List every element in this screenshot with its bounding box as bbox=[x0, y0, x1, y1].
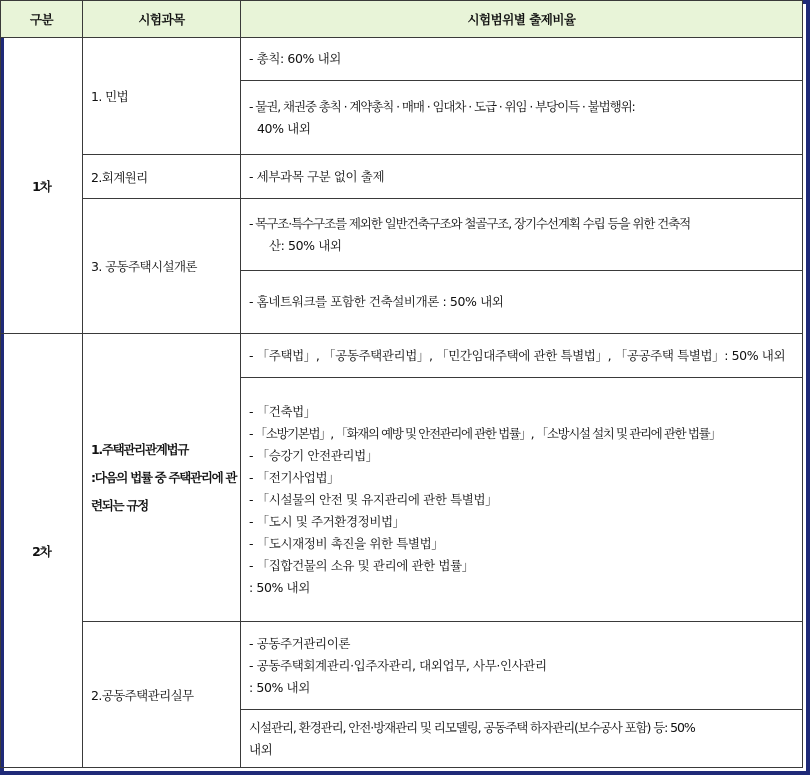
subject-accounting: 2.회계원리 bbox=[83, 155, 241, 199]
subject-facilities: 3. 공동주택시설개론 bbox=[83, 199, 241, 334]
scope-civil-law-rights bbox=[241, 81, 803, 155]
subject-housing-laws bbox=[83, 334, 241, 622]
table-row bbox=[1, 155, 803, 199]
table-row bbox=[1, 622, 803, 710]
subject-housing-practice: 2.공동주택관리실무 bbox=[83, 622, 241, 768]
subject-line: 1.주택관리관계법규 bbox=[91, 441, 189, 457]
scope-housing-laws-other bbox=[241, 378, 803, 622]
scope-line: 산: 50% 내외 bbox=[269, 237, 342, 253]
scope-facilities-structure bbox=[241, 199, 803, 271]
scope-line: - 공동주택회계관리·입주자관리, 대외업무, 사무·인사관리 bbox=[249, 657, 547, 673]
law-item: - 「시설물의 안전 및 유지관리에 관한 특별법」 bbox=[249, 491, 498, 507]
law-item: - 「건축법」 bbox=[249, 403, 316, 419]
scope-facilities-equipment: - 홈네트워크를 포함한 건축설비개론 : 50% 내외 bbox=[241, 271, 803, 334]
subject-line: :다음의 법률 중 주택관리에 관 bbox=[91, 469, 237, 485]
table-row bbox=[1, 199, 803, 271]
table-header-row bbox=[1, 1, 803, 38]
scope-line: - 공동주거관리이론 bbox=[249, 635, 351, 651]
round1-label: 1차 bbox=[1, 38, 83, 334]
scope-line: - 목구조·특수구조를 제외한 일반건축구조와 철골구조, 장기수선계획 수립 등을 위한 건축적 bbox=[249, 215, 691, 231]
scope-line: 40% 내외 bbox=[257, 120, 311, 136]
scope-line: 내외 bbox=[249, 741, 273, 757]
law-item: - 「전기사업법」 bbox=[249, 469, 340, 485]
law-item: - 「승강기 안전관리법」 bbox=[249, 447, 378, 463]
header-scope: 시험범위별 출제비율 bbox=[241, 1, 803, 38]
table-row bbox=[1, 334, 803, 378]
law-item: - 「소방기본법」, 「화재의 예방 및 안전관리에 관한 법률」, 「소방시설 설치 및 관리에 관한 법률」 bbox=[249, 425, 721, 441]
scope-line: 시설관리, 환경관리, 안전·방재관리 및 리모델링, 공동주택 하자관리(보수공사 포함) 등: 50% bbox=[249, 719, 695, 735]
round2-label: 2차 bbox=[1, 334, 83, 768]
scope-housing-practice-facility bbox=[241, 710, 803, 768]
subject-civil-law: 1. 민법 bbox=[83, 38, 241, 155]
law-item: - 「집합건물의 소유 및 관리에 관한 법률」 bbox=[249, 557, 474, 573]
scope-accounting: - 세부과목 구분 없이 출제 bbox=[241, 155, 803, 199]
scope-housing-practice-theory bbox=[241, 622, 803, 710]
law-item: - 「도시 및 주거환경정비법」 bbox=[249, 513, 405, 529]
scope-housing-laws-main: - 「주택법」, 「공동주택관리법」, 「민간임대주택에 관한 특별법」, 「공공주택 특별법」: 50% 내외 bbox=[241, 334, 803, 378]
table-row bbox=[1, 38, 803, 81]
scope-line: - 물권, 채권중 총칙 · 계약총칙 · 매매 · 임대차 · 도급 · 위임 · 부당이득 · 불법행위: bbox=[249, 98, 635, 114]
header-subject: 시험과목 bbox=[83, 1, 241, 38]
header-category: 구분 bbox=[1, 1, 83, 38]
subject-line: 련되는 규정 bbox=[91, 497, 148, 513]
scope-civil-law-general: - 총칙: 60% 내외 bbox=[241, 38, 803, 81]
law-item: - 「도시재정비 촉진을 위한 특별법」 bbox=[249, 535, 444, 551]
scope-line: : 50% 내외 bbox=[249, 679, 310, 695]
law-item: : 50% 내외 bbox=[249, 579, 310, 595]
